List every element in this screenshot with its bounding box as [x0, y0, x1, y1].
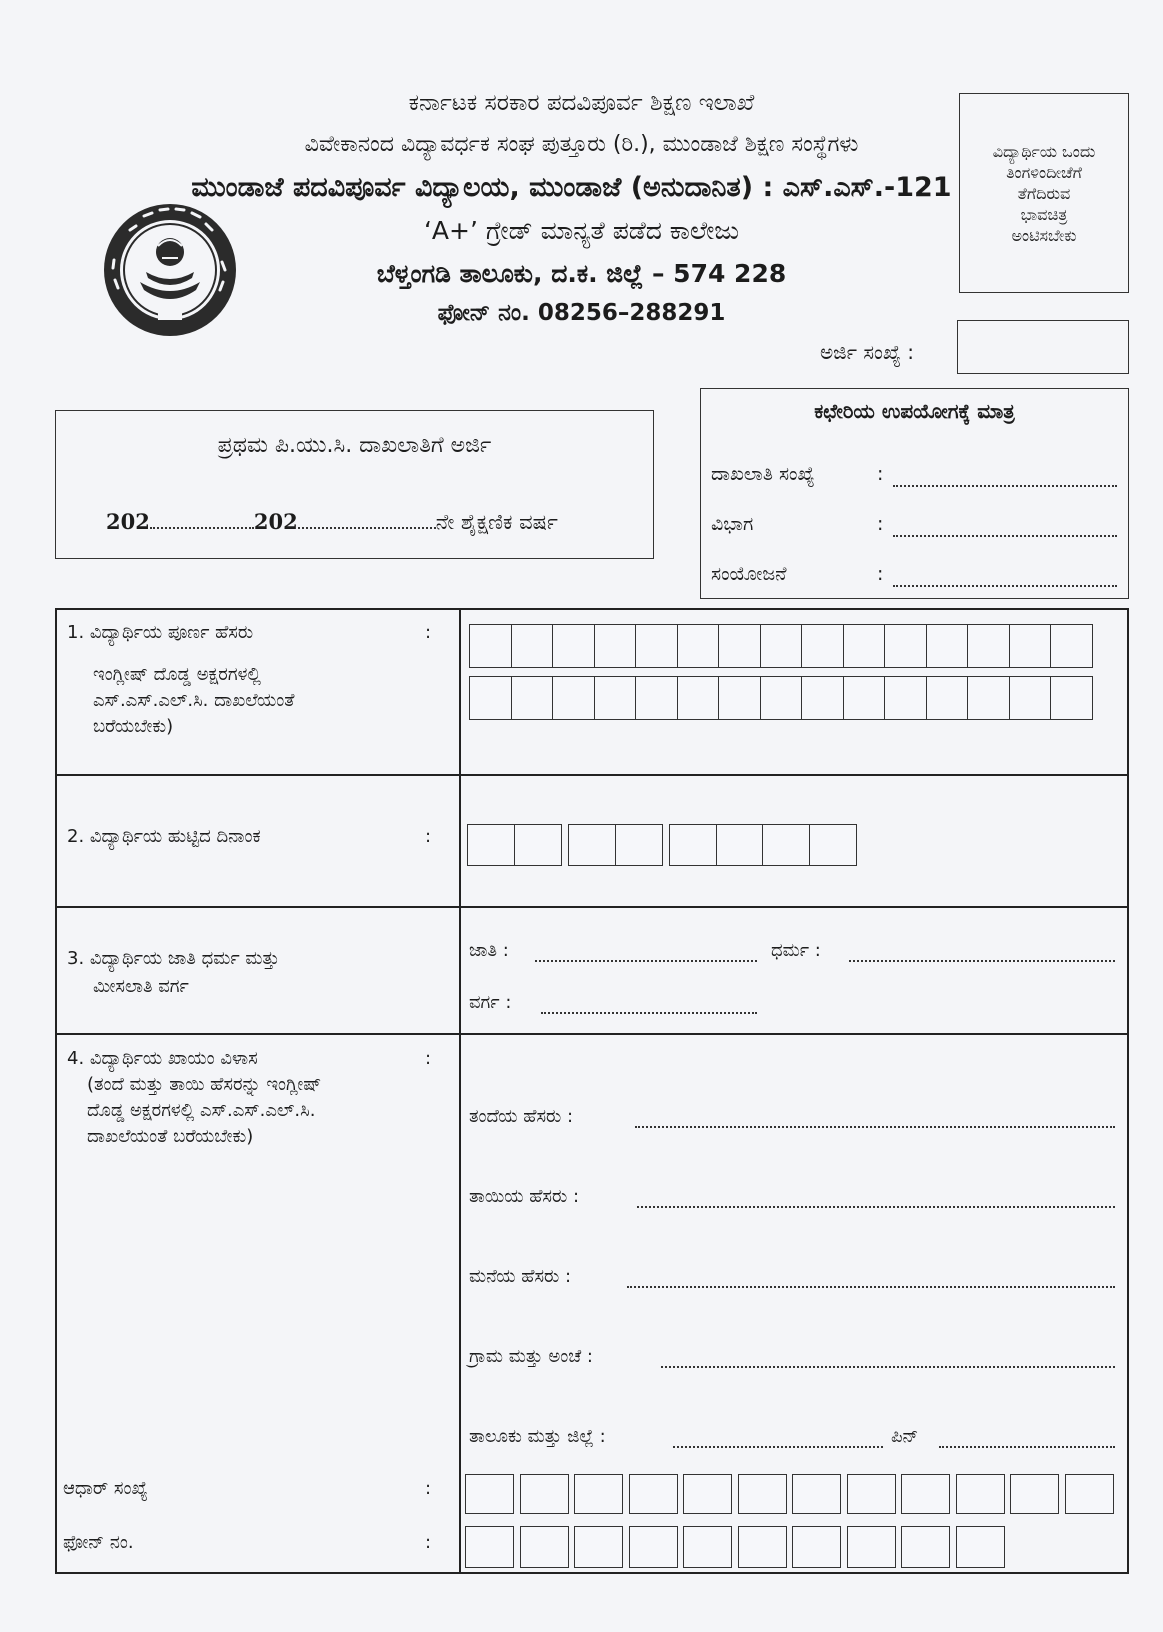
phone-digit-box[interactable]: [520, 1526, 569, 1568]
name-char-box[interactable]: [511, 676, 554, 720]
colon: :: [877, 513, 884, 535]
aadhar-digit-box[interactable]: [520, 1474, 569, 1514]
dob-digit-box[interactable]: [716, 824, 764, 866]
religion-field[interactable]: [849, 960, 1115, 962]
name-char-box[interactable]: [635, 624, 678, 668]
name-char-box[interactable]: [718, 624, 761, 668]
address-note: ದೊಡ್ಡ ಅಕ್ಷರಗಳಲ್ಲಿ ಎಸ್.ಎಸ್.ಎಲ್.ಸಿ.: [87, 1100, 316, 1121]
taluk-district-field[interactable]: [673, 1446, 883, 1448]
pin-label: ಪಿನ್: [891, 1426, 919, 1447]
section-label: ವಿಭಾಗ: [711, 513, 754, 535]
phone-digit-box[interactable]: [683, 1526, 732, 1568]
society-title: ವಿವೇಕಾನಂದ ವಿದ್ಯಾವರ್ಧಕ ಸಂಘ ಪುತ್ತೂರು (ರಿ.), ಮುಂಡಾಜೆ ಶಿಕ್ಷಣ ಸಂಸ್ಥೆಗಳು: [304, 132, 859, 157]
dob-label: 2. ವಿದ್ಯಾರ್ಥಿಯ ಹುಟ್ಟಿದ ದಿನಾಂಕ: [67, 826, 261, 847]
dob-digit-box[interactable]: [669, 824, 717, 866]
address-note: (ತಂದೆ ಮತ್ತು ತಾಯಿ ಹೆಸರನ್ನು ಇಂಗ್ಲೀಷ್: [87, 1074, 322, 1095]
grade-line: ‘A+’ ಗ್ರೇಡ್ ಮಾನ್ಯತೆ ಪಡೆದ ಕಾಲೇಜು: [423, 216, 740, 245]
colon: :: [425, 1478, 432, 1499]
admission-number-label: ದಾಖಲಾತಿ ಸಂಖ್ಯೆ: [711, 463, 815, 485]
name-char-box[interactable]: [635, 676, 678, 720]
reservation-label: ಮೀಸಲಾತಿ ವರ್ಗ: [93, 976, 189, 997]
name-char-box[interactable]: [552, 676, 595, 720]
religion-label: ಧರ್ಮ :: [771, 940, 821, 961]
dob-digit-box[interactable]: [615, 824, 663, 866]
caste-field[interactable]: [535, 960, 757, 962]
category-field[interactable]: [541, 1012, 757, 1014]
combination-label: ಸಂಯೋಜನೆ: [711, 563, 787, 585]
name-char-box[interactable]: [1009, 676, 1052, 720]
address-note: ದಾಖಲೆಯಂತೆ ಬರೆಯಬೇಕು): [87, 1126, 254, 1147]
name-char-box[interactable]: [801, 624, 844, 668]
application-title: ಪ್ರಥಮ ಪಿ.ಯು.ಸಿ. ದಾಖಲಾತಿಗೆ ಅರ್ಜಿ: [217, 433, 492, 458]
phone-digit-box[interactable]: [901, 1526, 950, 1568]
name-char-box[interactable]: [1050, 676, 1093, 720]
colon: :: [425, 1048, 432, 1069]
aadhar-digit-box[interactable]: [792, 1474, 841, 1514]
year-end-field[interactable]: [298, 527, 436, 529]
village-post-label: ಗ್ರಾಮ ಮತ್ತು ಅಂಚೆ :: [469, 1346, 593, 1367]
colon: :: [877, 563, 884, 585]
colon: :: [425, 826, 432, 847]
student-details-table: [55, 608, 1129, 1574]
dob-digit-box[interactable]: [514, 824, 562, 866]
name-char-box[interactable]: [760, 624, 803, 668]
academic-year-label: ನೇ ಶೈಕ್ಷಣಿಕ ವರ್ಷ: [435, 510, 558, 534]
full-name-note: ಎಸ್.ಎಸ್.ಎಲ್.ಸಿ. ದಾಖಲೆಯಂತೆ: [93, 690, 295, 711]
address-label: 4. ವಿದ್ಯಾರ್ಥಿಯ ಖಾಯಂ ವಿಳಾಸ: [67, 1048, 258, 1069]
mother-name-field[interactable]: [637, 1206, 1115, 1208]
name-char-box[interactable]: [760, 676, 803, 720]
name-char-box[interactable]: [511, 624, 554, 668]
colon: :: [877, 463, 884, 485]
colon: :: [425, 1532, 432, 1553]
office-use-title: ಕಛೇರಿಯ ಉಪಯೋಗಕ್ಕೆ ಮಾತ್ರ: [814, 399, 1015, 423]
name-char-box[interactable]: [843, 624, 886, 668]
father-name-label: ತಂದೆಯ ಹೆಸರು :: [469, 1106, 574, 1127]
phone-digit-box[interactable]: [738, 1526, 787, 1568]
phone-digit-box[interactable]: [792, 1526, 841, 1568]
name-char-box[interactable]: [594, 676, 637, 720]
phone-digit-box[interactable]: [465, 1526, 514, 1568]
year-start-field[interactable]: [150, 527, 254, 529]
name-char-box[interactable]: [1050, 624, 1093, 668]
aadhar-digit-box[interactable]: [574, 1474, 623, 1514]
photo-placeholder-box[interactable]: [959, 93, 1129, 293]
college-seal-logo: [100, 200, 240, 340]
village-post-field[interactable]: [661, 1366, 1115, 1368]
application-number-field[interactable]: [957, 320, 1129, 374]
dob-digit-box[interactable]: [762, 824, 810, 866]
aadhar-digit-box[interactable]: [683, 1474, 732, 1514]
name-char-box[interactable]: [552, 624, 595, 668]
name-char-box[interactable]: [801, 676, 844, 720]
full-name-label: 1. ವಿದ್ಯಾರ್ಥಿಯ ಪೂರ್ಣ ಹೆಸರು: [67, 622, 254, 643]
colon: :: [425, 622, 432, 643]
year-prefix-end: 202: [253, 509, 298, 534]
name-char-box[interactable]: [884, 676, 927, 720]
year-prefix-start: 202: [106, 509, 150, 534]
aadhar-digit-box[interactable]: [738, 1474, 787, 1514]
name-char-box[interactable]: [469, 624, 512, 668]
phone-digit-box[interactable]: [629, 1526, 678, 1568]
column-divider: [459, 610, 461, 1572]
photo-instruction: ವಿದ್ಯಾರ್ಥಿಯ ಒಂದು ತಿಂಗಳಿಂದೀಚೆಗೆ ತೆಗೆದಿರುವ ಭಾವಚಿತ್ರ ಅಂಟಿಸಬೇಕು: [992, 141, 1096, 245]
name-char-box[interactable]: [967, 676, 1010, 720]
house-name-field[interactable]: [627, 1286, 1115, 1288]
application-title-box: [55, 410, 654, 559]
name-char-box[interactable]: [677, 624, 720, 668]
aadhar-label: ಆಧಾರ್ ಸಂಖ್ಯೆ: [63, 1478, 148, 1499]
name-char-box[interactable]: [718, 676, 761, 720]
aadhar-digit-box[interactable]: [847, 1474, 896, 1514]
aadhar-digit-box[interactable]: [465, 1474, 514, 1514]
name-char-box[interactable]: [469, 676, 512, 720]
phone-label: ಫೋನ್ ನಂ.: [63, 1532, 134, 1553]
combination-field[interactable]: [893, 585, 1117, 587]
name-char-box[interactable]: [926, 676, 969, 720]
name-char-box[interactable]: [926, 624, 969, 668]
caste-religion-label: 3. ವಿದ್ಯಾರ್ಥಿಯ ಜಾತಿ ಧರ್ಮ ಮತ್ತು: [67, 948, 280, 969]
dept-title: ಕರ್ನಾಟಕ ಸರಕಾರ ಪದವಿಪೂರ್ವ ಶಿಕ್ಷಣ ಇಲಾಖೆ: [408, 90, 755, 116]
dob-digit-box[interactable]: [809, 824, 857, 866]
father-name-field[interactable]: [635, 1126, 1115, 1128]
house-name-label: ಮನೆಯ ಹೆಸರು :: [469, 1266, 572, 1287]
name-char-box[interactable]: [594, 624, 637, 668]
aadhar-digit-box[interactable]: [629, 1474, 678, 1514]
aadhar-digit-box[interactable]: [901, 1474, 950, 1514]
application-number-label: ಅರ್ಜಿ ಸಂಖ್ಯೆ :: [820, 340, 915, 364]
caste-label: ಜಾತಿ :: [469, 940, 509, 961]
name-char-box[interactable]: [1009, 624, 1052, 668]
taluk-district-label: ತಾಲೂಕು ಮತ್ತು ಜಿಲ್ಲೆ :: [469, 1426, 606, 1447]
mother-name-label: ತಾಯಿಯ ಹೆಸರು :: [469, 1186, 580, 1207]
name-char-box[interactable]: [677, 676, 720, 720]
aadhar-digit-box[interactable]: [956, 1474, 1005, 1514]
full-name-note: ಬರೆಯಬೇಕು): [93, 716, 174, 737]
address-line: ಬೆಳ್ತಂಗಡಿ ತಾಲೂಕು, ದ.ಕ. ಜಿಲ್ಲೆ – 574 228: [376, 259, 787, 288]
row-divider: [57, 1033, 1127, 1035]
phone-line: ಫೋನ್ ನಂ. 08256–288291: [437, 300, 726, 326]
name-char-box[interactable]: [843, 676, 886, 720]
dob-digit-box[interactable]: [568, 824, 616, 866]
dob-digit-box[interactable]: [467, 824, 515, 866]
aadhar-digit-box[interactable]: [1010, 1474, 1059, 1514]
full-name-note: ಇಂಗ್ಲೀಷ್ ದೊಡ್ಡ ಅಕ್ಷರಗಳಲ್ಲಿ: [93, 664, 261, 685]
row-divider: [57, 774, 1127, 776]
name-char-box[interactable]: [884, 624, 927, 668]
academic-year-line: [106, 509, 558, 535]
college-name: ಮುಂಡಾಜೆ ಪದವಿಪೂರ್ವ ವಿದ್ಯಾಲಯ, ಮುಂಡಾಜೆ (ಅನುದಾನಿತ) : ಎಸ್.ಎಸ್.-121: [191, 172, 952, 203]
aadhar-digit-box[interactable]: [1065, 1474, 1114, 1514]
phone-digit-box[interactable]: [956, 1526, 1005, 1568]
section-field[interactable]: [893, 535, 1117, 537]
name-char-box[interactable]: [967, 624, 1010, 668]
phone-digit-box[interactable]: [574, 1526, 623, 1568]
pin-field[interactable]: [939, 1446, 1115, 1448]
row-divider: [57, 906, 1127, 908]
office-use-box: [700, 388, 1129, 599]
phone-digit-box[interactable]: [847, 1526, 896, 1568]
admission-number-field[interactable]: [893, 485, 1117, 487]
category-label: ವರ್ಗ :: [469, 992, 512, 1013]
